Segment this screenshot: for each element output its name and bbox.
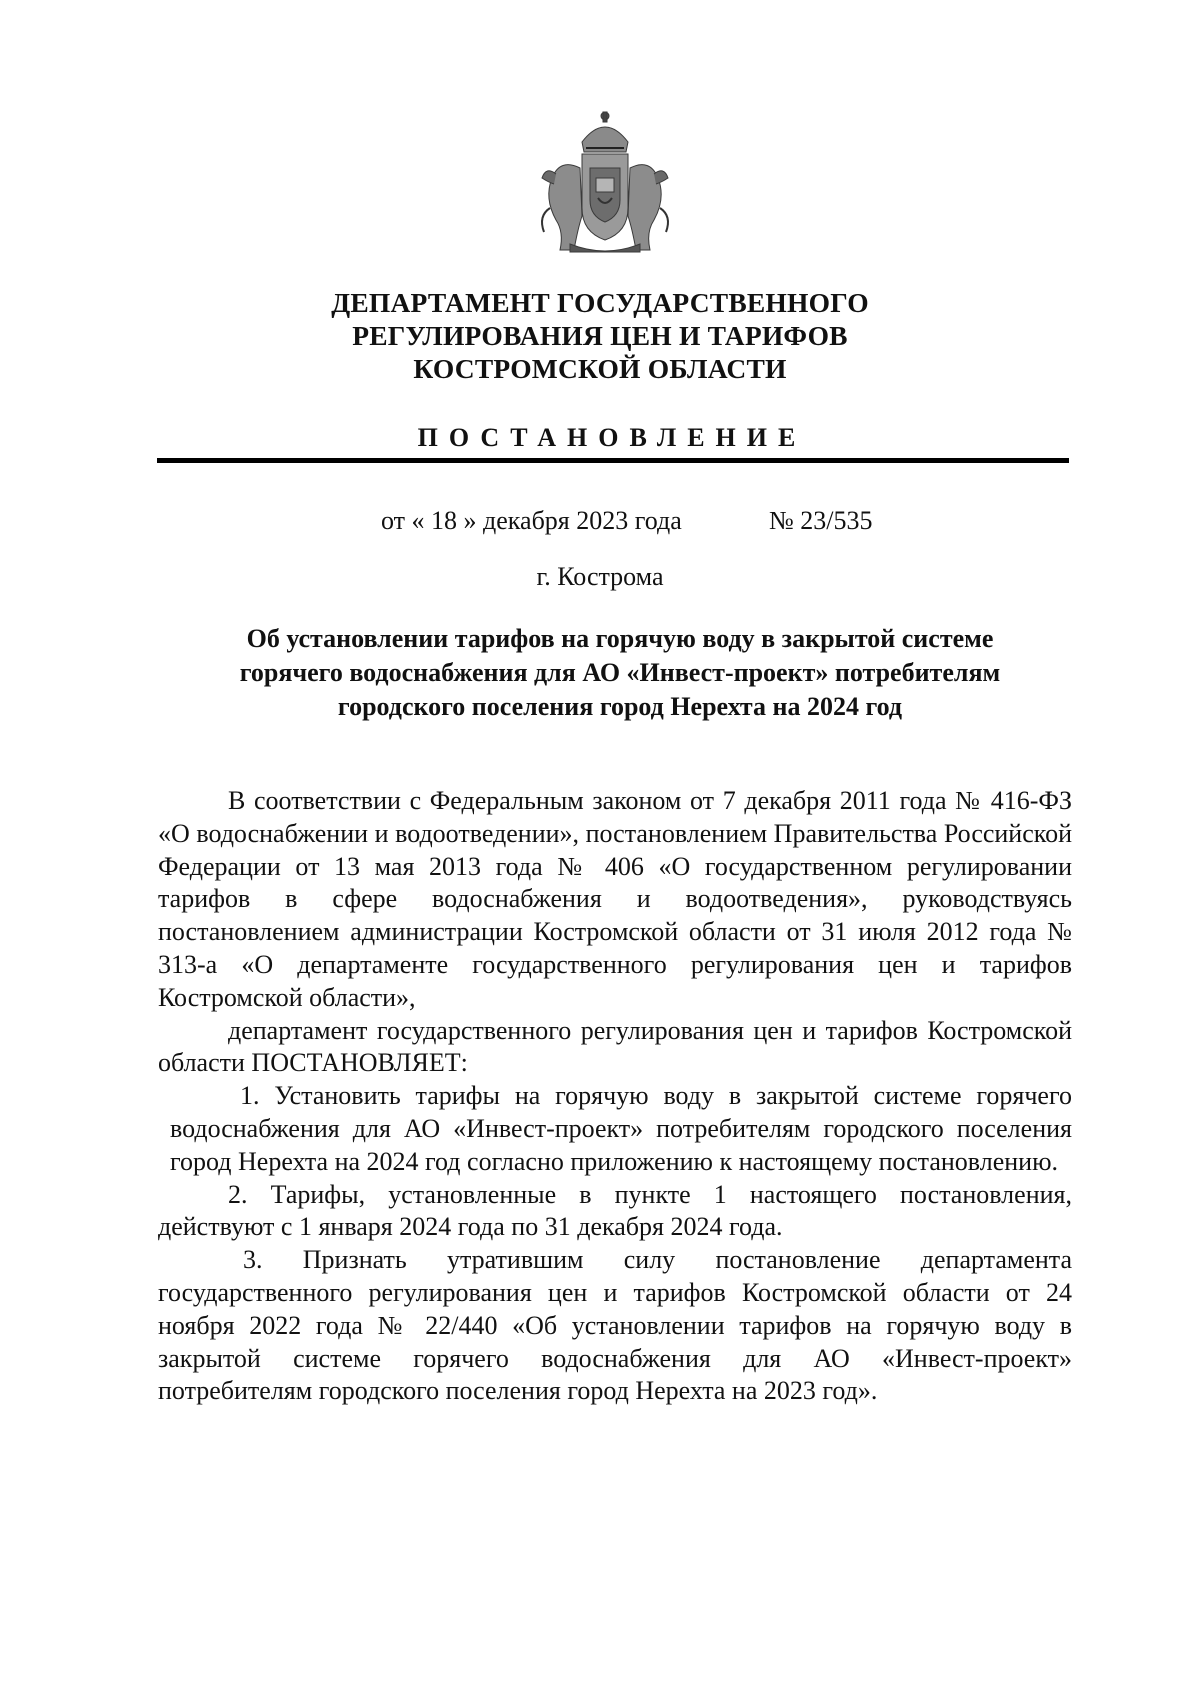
coat-of-arms-emblem bbox=[530, 108, 680, 258]
resolves-paragraph: департамент государственного регулирования цен и тарифов Костромской области ПОСТАНОВЛЯЕТ: bbox=[158, 1015, 1072, 1078]
preamble-paragraph: В соответствии с Федеральным законом от 7 декабря 2011 года № 416-ФЗ «О водоснабжении и водоотведении», постановлением Правительства Российской Федерации от 13 мая 2013 года № 406 «О государственном регулировании тарифов в сфере водоснабжения и водоотведения», руководствуясь постановлением администрации Костромской области от 31 июля 2012 года № 313-а «О департаменте государственного регулирования цен и тарифов Костромской области», bbox=[158, 786, 1072, 1012]
document-body bbox=[158, 785, 1072, 1408]
clause-2: 2. Тарифы, установленные в пункте 1 настоящего постановления, действуют с 1 января 2024 года по 31 декабря 2024 года. bbox=[158, 1179, 1072, 1242]
document-type-heading: ПОСТАНОВЛЕНИЕ bbox=[417, 423, 807, 452]
department-name-line-1: ДЕПАРТАМЕНТ ГОСУДАРСТВЕННОГО bbox=[331, 287, 869, 318]
clause-1: 1. Установить тарифы на горячую воду в закрытой системе горячего водоснабжения для АО «Инвест-проект» потребителям городского поселения город Нерехта на 2024 год согласно приложению к настоящему постановлению. bbox=[170, 1081, 1072, 1176]
department-name bbox=[150, 286, 1050, 385]
document-number: № 23/535 bbox=[769, 506, 873, 535]
clause-3: 3. Признать утратившим силу постановление департамента государственного регулирования цен и тарифов Костромской области от 24 ноября 2022 года № 22/440 «Об установлении тарифов на горячую воду в закрытой системе горячего водоснабжения для АО «Инвест-проект» потребителям городского поселения город Нерехта на 2023 год». bbox=[158, 1245, 1072, 1406]
document-date: от « 18 » декабря 2023 года bbox=[381, 506, 682, 535]
document-title-line-1: Об установлении тарифов на горячую воду в закрытой системе bbox=[246, 624, 994, 653]
document-title-line-2: горячего водоснабжения для АО «Инвест-проект» потребителям bbox=[239, 658, 1001, 687]
department-name-line-2: РЕГУЛИРОВАНИЯ ЦЕН И ТАРИФОВ bbox=[352, 320, 848, 351]
document-city: г. Кострома bbox=[536, 562, 664, 591]
document-title bbox=[170, 622, 1070, 724]
header-divider bbox=[157, 458, 1069, 463]
department-name-line-3: КОСТРОМСКОЙ ОБЛАСТИ bbox=[413, 353, 787, 384]
document-title-line-3: городского поселения город Нерехта на 2024 год bbox=[337, 692, 903, 721]
